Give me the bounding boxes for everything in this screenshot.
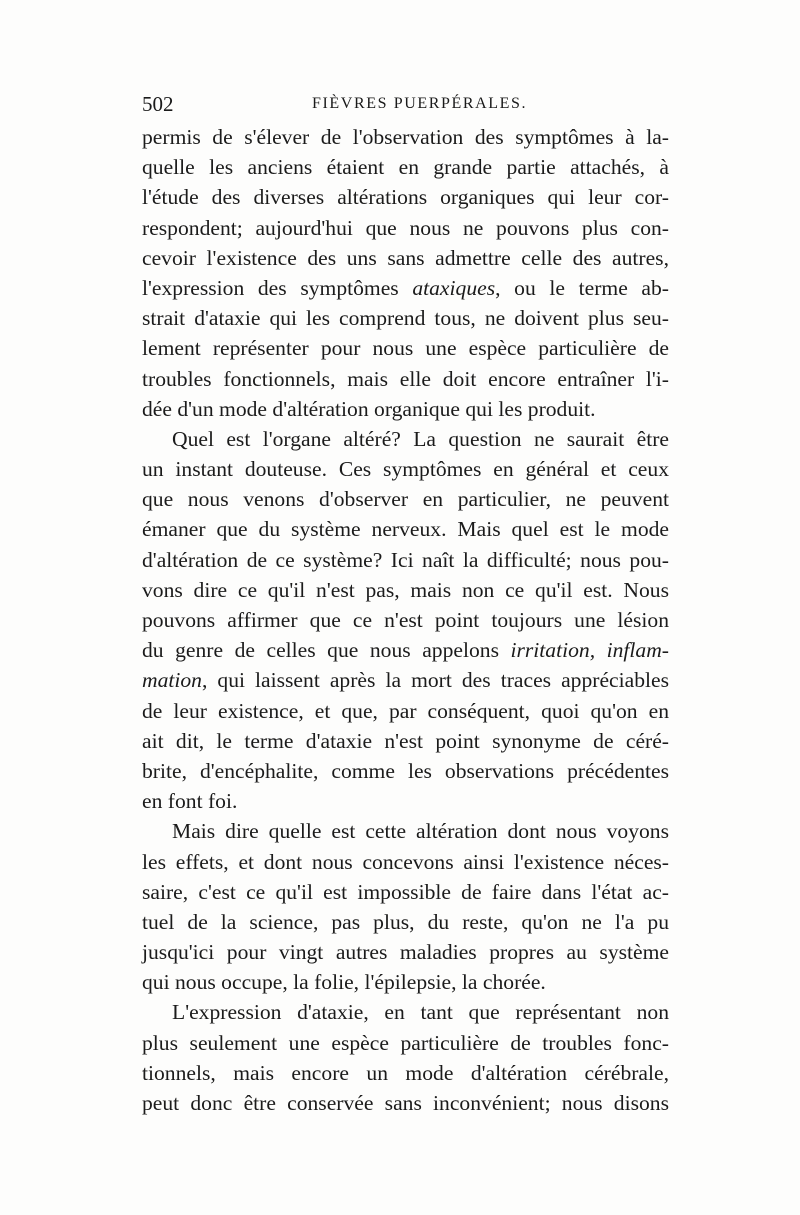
text-line: respondent; aujourd'hui que nous ne pouvons plus con- [142, 215, 669, 240]
text-line: peut donc être conservée sans inconvénient; nous disons [142, 1091, 669, 1115]
text-line: tionnels, mais encore un mode d'altération cérébrale, [142, 1060, 669, 1085]
text-line: de leur existence, et que, par conséquent, quoi qu'on en [142, 698, 669, 723]
text-line: d'altération de ce système? Ici naît la difficulté; nous pou- [142, 547, 669, 572]
paragraph-start: Mais dire quelle est cette altération dont nous voyons [172, 819, 669, 844]
text-line: émaner que du système nerveux. Mais quel est le mode [142, 517, 669, 542]
text-line: vons dire ce qu'il n'est pas, mais non ce qu'il est. Nous [142, 577, 669, 602]
paragraph-start: Quel est l'organe altéré? La question ne saurait être [172, 426, 669, 451]
text-line: jusqu'ici pour vingt autres maladies propres au système [142, 940, 669, 965]
text-line: lement représenter pour nous une espèce particulière de [142, 336, 669, 361]
text-run: du genre de celles que nous appelons [142, 638, 511, 663]
text-line: pouvons affirmer que ce n'est point toujours une lésion [142, 608, 669, 632]
italic-term: mation [142, 668, 202, 693]
text-line: en font foi. [142, 789, 238, 814]
text-line: tuel de la science, pas plus, du reste, qu'on ne l'a pu [142, 909, 669, 934]
text-line: strait d'ataxie qui les comprend tous, ne doivent plus seu- [142, 306, 669, 331]
running-title: FIÈVRES PUERPÉRALES. [312, 95, 528, 112]
text-run: l'expression des symptômes [142, 275, 413, 300]
text-line [142, 635, 669, 665]
text-line: que nous venons d'observer en particulier, ne peuvent [142, 487, 669, 512]
body-text [142, 122, 669, 1118]
text-line: troubles fonctionnels, mais elle doit encore entraîner l'i- [142, 366, 669, 391]
page-header [142, 92, 669, 122]
paragraph-start: L'expression d'ataxie, en tant que représentant non [172, 1000, 669, 1025]
page-number: 502 [142, 92, 174, 116]
text-line: quelle les anciens étaient en grande partie attachés, à [142, 155, 669, 180]
text-line: ait dit, le terme d'ataxie n'est point synonyme de céré- [142, 728, 669, 753]
text-line [142, 273, 669, 303]
text-line: plus seulement une espèce particulière de troubles fonc- [142, 1030, 669, 1055]
text-line: cevoir l'existence des uns sans admettre celle des autres, [142, 245, 669, 270]
text-line [142, 665, 669, 695]
text-run: , qui laissent après la mort des traces appréciables [201, 668, 669, 693]
text-line: dée d'un mode d'altération organique qui les produit. [142, 396, 596, 421]
text-line: qui nous occupe, la folie, l'épilepsie, la chorée. [142, 970, 546, 995]
text-line: permis de s'élever de l'observation des symptômes à la- [142, 125, 669, 149]
text-run: , ou le terme ab- [495, 275, 669, 300]
text-line: saire, c'est ce qu'il est impossible de faire dans l'état ac- [142, 879, 669, 904]
text-line: brite, d'encéphalite, comme les observations précédentes [142, 758, 669, 783]
text-line: les effets, et dont nous concevons ainsi l'existence néces- [142, 849, 669, 874]
italic-term: irritation, inflam- [510, 638, 669, 663]
text-line: l'étude des diverses altérations organiques qui leur cor- [142, 185, 669, 210]
text-line: un instant douteuse. Ces symptômes en général et ceux [142, 457, 669, 482]
italic-term: ataxiques [412, 275, 496, 300]
